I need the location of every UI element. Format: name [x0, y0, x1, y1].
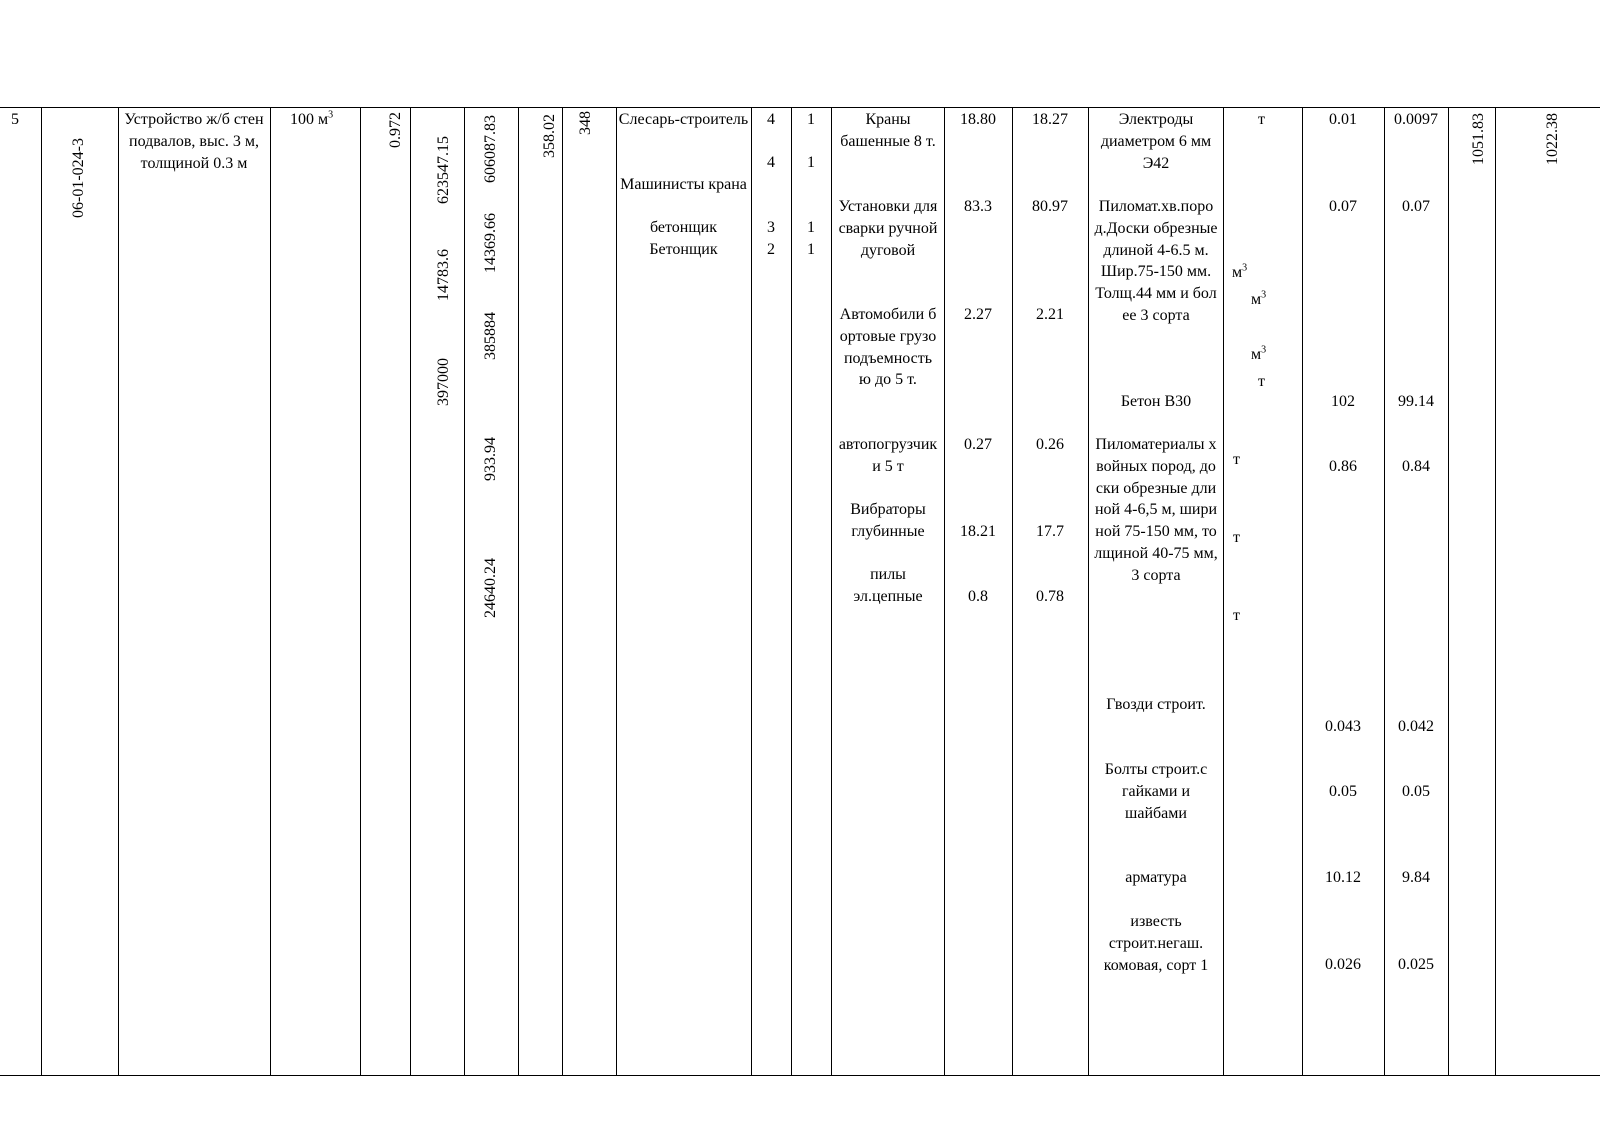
worker-grade: 4 [767, 154, 775, 171]
column-divider [41, 107, 42, 1075]
material-norm: 102 [1331, 393, 1355, 410]
material-total: 99.14 [1398, 393, 1434, 410]
unit-superscript: 3 [1261, 344, 1267, 356]
work-quantity: 0.972 [387, 112, 404, 148]
material-unit [1233, 527, 1240, 549]
machine-name: Краны башенные 8 т. [840, 111, 936, 150]
material-norm: 0.05 [1329, 783, 1357, 800]
material-unit [1233, 605, 1240, 627]
work-code: 06-01-024-3 [70, 138, 87, 218]
material-name: Электроды диаметром 6 мм Э42 [1100, 111, 1212, 172]
unit-text: т [1258, 373, 1265, 390]
table-bottom-border [0, 1075, 1600, 1076]
column-divider [518, 107, 519, 1075]
material-unit [1251, 289, 1266, 311]
material-total: 9.84 [1402, 869, 1430, 886]
cost-value: 385884 [482, 312, 499, 360]
work-name: Устройство ж/б стен подвалов, выс. 3 м, толщиной 0.3 м [124, 111, 264, 172]
machine-norm: 2.27 [964, 306, 992, 323]
material-name: Гвозди строит. [1106, 696, 1206, 713]
column-divider [1223, 107, 1224, 1075]
machine-norm: 83.3 [964, 198, 992, 215]
worker-count: 1 [807, 219, 815, 236]
unit-text: т [1258, 111, 1265, 128]
worker-grade: 2 [767, 241, 775, 258]
worker-title: Слесарь-строитель [618, 111, 749, 128]
cost-value: 397000 [435, 358, 452, 406]
machine-total: 0.26 [1036, 436, 1064, 453]
row-number: 5 [11, 111, 19, 128]
machine-name: Автомобили бортовые грузоподъемностью до 5 т. [839, 306, 937, 389]
material-unit [1251, 344, 1266, 366]
column-divider [831, 107, 832, 1075]
machine-norm: 0.8 [968, 588, 988, 605]
material-total: 0.84 [1402, 458, 1430, 475]
column-divider [562, 107, 563, 1075]
material-name: Пиломат.хв.пород.Доски обрезные длиной 4-6.5 м. Шир.75-150 мм. Толщ.44 мм и более 3 сорта [1094, 198, 1218, 324]
unit-text: т [1233, 529, 1240, 546]
machine-total: 2.21 [1036, 306, 1064, 323]
column-divider [1448, 107, 1449, 1075]
worker-title: бетонщик [649, 219, 718, 236]
worker-title: Бетонщик [649, 241, 718, 258]
machine-total: 0.78 [1036, 588, 1064, 605]
machine-name: Вибраторы глубинные [850, 501, 926, 540]
unit-superscript: 3 [1261, 289, 1267, 301]
worker-grade: 3 [767, 219, 775, 236]
cost-value: 606087.83 [482, 115, 499, 183]
machine-total: 17.7 [1036, 523, 1064, 540]
summary-value: 1051.83 [1470, 113, 1487, 165]
material-norm: 10.12 [1325, 869, 1361, 886]
column-divider [1495, 107, 1496, 1075]
material-total: 0.0097 [1394, 111, 1438, 128]
material-norm: 0.026 [1325, 956, 1361, 973]
material-total: 0.042 [1398, 718, 1434, 735]
unit-text: т [1233, 607, 1240, 624]
worker-count: 1 [807, 111, 815, 128]
worker-count: 1 [807, 241, 815, 258]
column-divider [464, 107, 465, 1075]
material-unit [1233, 449, 1240, 471]
worker-grade: 4 [767, 111, 775, 128]
column-divider [616, 107, 617, 1075]
machine-name: пилы эл.цепные [853, 566, 923, 605]
worker-title: Машинисты крана [620, 176, 747, 193]
work-unit [290, 109, 333, 131]
column-divider [1384, 107, 1385, 1075]
column-divider [944, 107, 945, 1075]
unit-text: м [1251, 291, 1262, 308]
unit-text: м [1251, 346, 1262, 363]
machine-norm: 0.27 [964, 436, 992, 453]
column-divider [360, 107, 361, 1075]
machine-total: 18.27 [1032, 111, 1068, 128]
column-divider [751, 107, 752, 1075]
cost-value: 623547.15 [435, 136, 452, 204]
column-divider [118, 107, 119, 1075]
material-unit [1258, 371, 1265, 393]
worker-count: 1 [807, 154, 815, 171]
machine-name: автопогрузчики 5 т [838, 436, 938, 475]
unit-text: м [1232, 264, 1243, 281]
labor-value: 348 [577, 111, 594, 135]
column-divider [410, 107, 411, 1075]
material-name: известь строит.негаш. комовая, сорт 1 [1103, 913, 1209, 974]
machine-norm: 18.21 [960, 523, 996, 540]
material-unit [1258, 109, 1265, 131]
column-divider [270, 107, 271, 1075]
material-name: Пиломатериалы хвойных пород, доски обрезные длиной 4-6,5 м, шириной 75-150 мм, толщиной 40-75 мм, 3 сорта [1094, 436, 1218, 584]
table-top-border [0, 107, 1600, 108]
material-norm: 0.07 [1329, 198, 1357, 215]
column-divider [1302, 107, 1303, 1075]
material-unit [1232, 262, 1247, 284]
labor-value: 358.02 [541, 114, 558, 158]
material-total: 0.07 [1402, 198, 1430, 215]
machine-name: Установки для сварки ручной дуговой [838, 198, 938, 259]
material-norm: 0.86 [1329, 458, 1357, 475]
machine-total: 80.97 [1032, 198, 1068, 215]
column-divider [1012, 107, 1013, 1075]
machine-norm: 18.80 [960, 111, 996, 128]
material-name: Бетон В30 [1120, 393, 1192, 410]
material-norm: 0.01 [1329, 111, 1357, 128]
cost-value: 933.94 [482, 437, 499, 481]
material-total: 0.025 [1398, 956, 1434, 973]
summary-value: 1022.38 [1544, 113, 1561, 165]
unit-superscript: 3 [328, 109, 334, 121]
cost-value: 24640.24 [482, 558, 499, 618]
unit-superscript: 3 [1242, 262, 1248, 274]
unit-text: т [1233, 451, 1240, 468]
column-divider [1088, 107, 1089, 1075]
material-norm: 0.043 [1325, 718, 1361, 735]
cost-value: 14369.66 [482, 213, 499, 273]
column-divider [791, 107, 792, 1075]
material-name: арматура [1125, 869, 1187, 886]
material-total: 0.05 [1402, 783, 1430, 800]
cost-value: 14783.6 [435, 249, 452, 301]
material-name: Болты строит.с гайками и шайбами [1104, 761, 1208, 822]
unit-text: 100 м [290, 111, 329, 128]
